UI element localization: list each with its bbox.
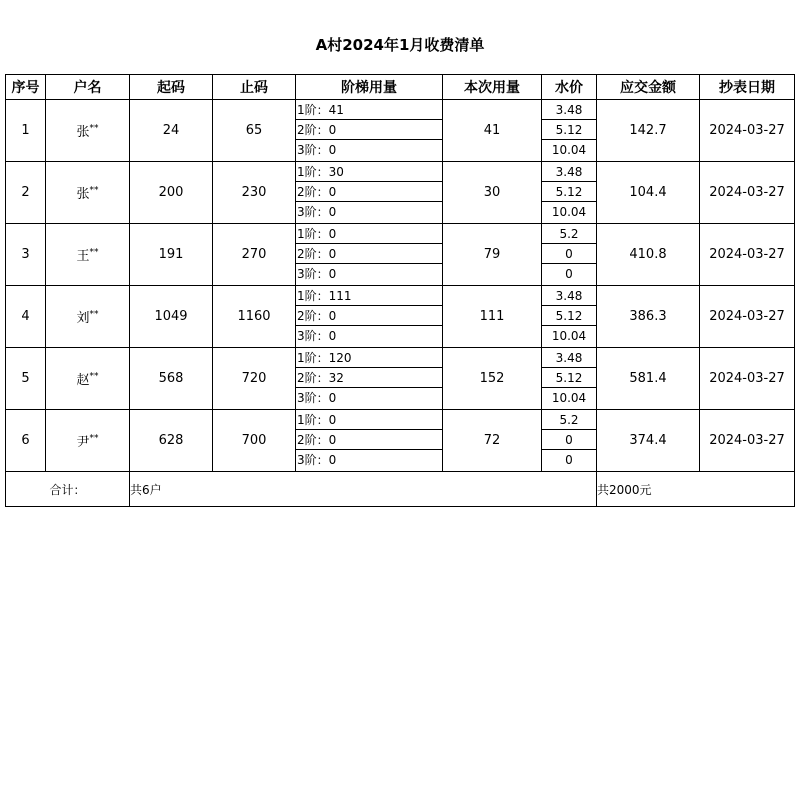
- row-name-mask: **: [89, 433, 99, 444]
- row-name-text: 赵: [76, 373, 90, 388]
- table-row: [6, 348, 795, 410]
- row-amount: 142.7: [597, 100, 700, 162]
- row-name-mask: **: [89, 371, 99, 382]
- table-row: [6, 224, 795, 286]
- header-amount: 应交金额: [597, 75, 700, 100]
- row-name: [46, 100, 130, 162]
- row-no: 6: [6, 410, 46, 472]
- tier-2: 2阶：32: [296, 368, 442, 388]
- header-usage: 本次用量: [443, 75, 542, 100]
- tier-2: 2阶：0: [296, 120, 442, 140]
- table-row: [6, 100, 795, 162]
- row-name-text: 刘: [76, 311, 90, 326]
- tier-1: 1阶：30: [296, 162, 442, 182]
- row-no: 4: [6, 286, 46, 348]
- tier-3: 3阶：0: [297, 329, 337, 343]
- row-name-text: 张: [76, 125, 90, 140]
- price-3: 0: [565, 453, 573, 467]
- row-name: [46, 224, 130, 286]
- tier-2: 2阶：0: [296, 430, 442, 450]
- billing-table: [5, 74, 795, 507]
- price-2: 5.12: [542, 120, 596, 140]
- row-end: 1160: [213, 286, 296, 348]
- total-households: 共6户: [130, 472, 597, 507]
- price-1: 3.48: [542, 348, 596, 368]
- row-start: 200: [130, 162, 213, 224]
- price-2: 5.12: [542, 368, 596, 388]
- row-no: 2: [6, 162, 46, 224]
- row-date: 2024-03-27: [700, 410, 795, 472]
- price-1: 3.48: [542, 100, 596, 120]
- row-amount: 410.8: [597, 224, 700, 286]
- row-date: 2024-03-27: [700, 286, 795, 348]
- row-no: 3: [6, 224, 46, 286]
- row-prices: [542, 224, 597, 286]
- row-date: 2024-03-27: [700, 224, 795, 286]
- row-prices: [542, 286, 597, 348]
- row-amount: 386.3: [597, 286, 700, 348]
- header-date: 抄表日期: [700, 75, 795, 100]
- row-date: 2024-03-27: [700, 100, 795, 162]
- row-name: [46, 162, 130, 224]
- price-2: 5.12: [542, 182, 596, 202]
- row-end: 270: [213, 224, 296, 286]
- tier-3: 3阶：0: [297, 143, 337, 157]
- table-row: [6, 286, 795, 348]
- row-start: 24: [130, 100, 213, 162]
- table-row: [6, 162, 795, 224]
- row-prices: [542, 100, 597, 162]
- tier-2: 2阶：0: [296, 306, 442, 326]
- price-1: 5.2: [542, 224, 596, 244]
- row-start: 568: [130, 348, 213, 410]
- row-name: [46, 348, 130, 410]
- row-tiers: [296, 100, 443, 162]
- row-amount: 104.4: [597, 162, 700, 224]
- row-name: [46, 410, 130, 472]
- header-price: 水价: [542, 75, 597, 100]
- tier-1: 1阶：0: [296, 410, 442, 430]
- row-usage: 30: [443, 162, 542, 224]
- row-tiers: [296, 286, 443, 348]
- price-1: 3.48: [542, 286, 596, 306]
- tier-3: 3阶：0: [297, 205, 337, 219]
- price-3: 10.04: [551, 205, 587, 219]
- row-amount: 374.4: [597, 410, 700, 472]
- header-row: [6, 75, 795, 100]
- row-tiers: [296, 162, 443, 224]
- tier-3: 3阶：0: [297, 453, 337, 467]
- row-usage: 72: [443, 410, 542, 472]
- header-tiers: 阶梯用量: [296, 75, 443, 100]
- row-name-text: 张: [76, 187, 90, 202]
- row-name-mask: **: [89, 123, 99, 134]
- tier-1: 1阶：111: [296, 286, 442, 306]
- row-prices: [542, 410, 597, 472]
- row-start: 1049: [130, 286, 213, 348]
- price-3: 10.04: [551, 143, 587, 157]
- table-row: [6, 410, 795, 472]
- page-title: A村2024年1月收费清单: [315, 36, 485, 54]
- row-tiers: [296, 348, 443, 410]
- row-start: 628: [130, 410, 213, 472]
- tier-3: 3阶：0: [297, 391, 337, 405]
- row-end: 230: [213, 162, 296, 224]
- row-amount: 581.4: [597, 348, 700, 410]
- header-end: 止码: [213, 75, 296, 100]
- row-name-mask: **: [89, 185, 99, 196]
- row-tiers: [296, 224, 443, 286]
- header-start: 起码: [130, 75, 213, 100]
- row-name: [46, 286, 130, 348]
- tier-2: 2阶：0: [296, 244, 442, 264]
- price-3: 10.04: [551, 391, 587, 405]
- row-end: 720: [213, 348, 296, 410]
- header-no: 序号: [6, 75, 46, 100]
- row-prices: [542, 348, 597, 410]
- row-date: 2024-03-27: [700, 348, 795, 410]
- price-2: 0: [542, 430, 596, 450]
- tier-2: 2阶：0: [296, 182, 442, 202]
- tier-3: 3阶：0: [297, 267, 337, 281]
- row-name-mask: **: [89, 309, 99, 320]
- price-3: 0: [565, 267, 573, 281]
- price-1: 3.48: [542, 162, 596, 182]
- row-no: 1: [6, 100, 46, 162]
- price-3: 10.04: [551, 329, 587, 343]
- total-row: [6, 472, 795, 507]
- row-name-text: 尹: [76, 435, 90, 450]
- header-name: 户名: [46, 75, 130, 100]
- tier-1: 1阶：120: [296, 348, 442, 368]
- row-date: 2024-03-27: [700, 162, 795, 224]
- price-2: 5.12: [542, 306, 596, 326]
- row-no: 5: [6, 348, 46, 410]
- row-start: 191: [130, 224, 213, 286]
- row-usage: 152: [443, 348, 542, 410]
- total-label: 合计：: [6, 472, 130, 507]
- row-tiers: [296, 410, 443, 472]
- row-usage: 41: [443, 100, 542, 162]
- row-usage: 79: [443, 224, 542, 286]
- total-sum: 共2000元: [597, 472, 795, 507]
- tier-1: 1阶：41: [296, 100, 442, 120]
- price-2: 0: [542, 244, 596, 264]
- tier-1: 1阶：0: [296, 224, 442, 244]
- row-end: 65: [213, 100, 296, 162]
- row-usage: 111: [443, 286, 542, 348]
- row-name-text: 王: [76, 249, 90, 264]
- price-1: 5.2: [542, 410, 596, 430]
- row-end: 700: [213, 410, 296, 472]
- row-name-mask: **: [89, 247, 99, 258]
- row-prices: [542, 162, 597, 224]
